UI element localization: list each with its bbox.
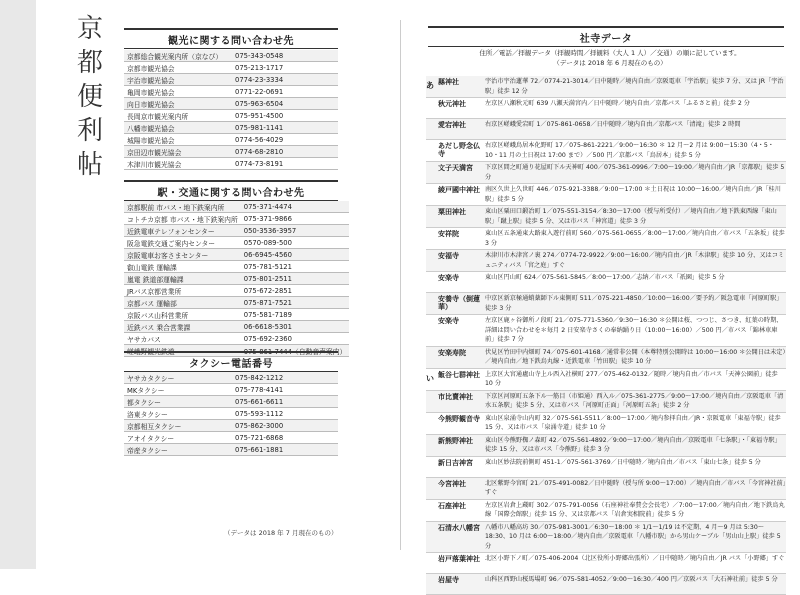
table-row bbox=[124, 321, 349, 333]
index-mark bbox=[426, 140, 438, 161]
temple-details: 上京区大宮通廬山寺上ル西入社横町 277／075-462-0132／随時／境内自由／市バス「天神公園前」徒歩 10 分 bbox=[485, 370, 778, 387]
contact-phone: 0774-68-2810 bbox=[232, 146, 338, 158]
contact-name: 京阪電車お客さまセンター bbox=[124, 249, 241, 261]
contact-name: 帝産タクシー bbox=[124, 444, 232, 456]
index-mark bbox=[426, 435, 438, 456]
index-mark bbox=[426, 391, 438, 412]
contact-name: 京都駅前 市バス・地下鉄案内所 bbox=[124, 201, 241, 213]
index-mark bbox=[426, 574, 438, 594]
temple-details: 山科区西野山桜馬場町 96／075-581-4052／9:00～16:30／400 円／京阪バス「大石神社前」徒歩 5 分 bbox=[485, 576, 778, 583]
contact-phone: 0774-56-4029 bbox=[232, 134, 338, 146]
contact-phone: 06-6618-5301 bbox=[241, 321, 350, 333]
index-mark bbox=[426, 162, 438, 183]
table-row bbox=[124, 432, 338, 444]
table-row bbox=[124, 201, 349, 213]
temple-details: 東山区妙法院前側町 451-1／075-561-3769／日中随時／境内自由／市バス「東山七条」徒歩 5 分 bbox=[485, 458, 761, 466]
temples-intro-line2: （データは 2018 年 6 月現在のもの） bbox=[553, 59, 667, 67]
index-mark bbox=[426, 184, 438, 205]
contact-name: 叡山電鉄 運輸課 bbox=[124, 261, 241, 273]
temple-name: 岩戸落葉神社 bbox=[438, 555, 480, 563]
contact-phone: 06-6945-4560 bbox=[241, 249, 350, 261]
contact-name: MKタクシー bbox=[124, 384, 232, 396]
transport-heading: 駅・交通に関する問い合わせ先 bbox=[124, 180, 338, 201]
list-item bbox=[426, 413, 786, 435]
index-mark bbox=[426, 500, 438, 521]
temple-details: 伏見区竹田中内畑町 74／075-601-4168／通常非公開（本尊特別公開時は 10:00～16:00 ＊公開日は未定）／境内自由／地下鉄烏丸線・近鉄電車「竹田駅」徒歩 10 分 bbox=[485, 348, 786, 365]
temple-details: 東山区粟田口鍛冶町 1／075-551-3154／8:30～17:00（授与所受付）／境内自由／地下鉄東西線「東山駅」「蹴上駅」徒歩 5 分、又は市バス「神宮道」徒歩 3 分 bbox=[485, 208, 777, 225]
contact-phone: 0570-089-500 bbox=[241, 237, 350, 249]
contact-name: 阪急電鉄交通ご案内センター bbox=[124, 237, 241, 249]
list-item bbox=[426, 315, 786, 347]
list-item bbox=[426, 435, 786, 457]
contact-phone: 075-343-0548 bbox=[232, 50, 338, 62]
index-mark bbox=[426, 315, 438, 346]
tourism-heading: 観光に関する問い合わせ先 bbox=[124, 28, 338, 49]
index-mark bbox=[426, 98, 438, 118]
table-row bbox=[124, 249, 349, 261]
temple-details: 右京区嵯峨愛宕町 1／075-861-0658／日中随時／境内自由／京都バス「清滝」徒歩 2 時間 bbox=[485, 121, 741, 128]
index-mark bbox=[426, 553, 438, 573]
list-item bbox=[426, 250, 786, 272]
table-row bbox=[124, 420, 338, 432]
temple-details: 左京区岩倉上蔵町 302／075-791-0056（石座神社奉賛会会長宅）／7:00～17:00／境内自由／地下鉄烏丸線「国際会館駅」徒歩 15 分、又は京都バス「岩倉実相院前」徒歩 5 分 bbox=[485, 501, 785, 518]
temple-details: 東山区五条通東大路東入遊行前町 560／075-561-0655／8:00～17:00／境内自由／市バス「五条坂」徒歩 3 分 bbox=[485, 230, 785, 247]
list-item bbox=[426, 478, 786, 500]
index-mark bbox=[426, 119, 438, 139]
temple-details: 北区紫野今宮町 21／075-491-0082／日中随時（授与所 9:00～17:00）／境内自由／市バス「今宮神社前」すぐ bbox=[485, 479, 786, 496]
index-mark bbox=[426, 272, 438, 292]
index-mark bbox=[426, 250, 438, 271]
temple-name: 石清水八幡宮 bbox=[438, 523, 480, 532]
contact-phone: 075-213-1717 bbox=[232, 62, 338, 74]
temple-name: 安祥院 bbox=[438, 230, 459, 238]
temple-name: 今宮神社 bbox=[438, 479, 466, 488]
contact-name: JRバス京都営業所 bbox=[124, 285, 241, 297]
contact-phone: 075-581-7189 bbox=[241, 309, 350, 321]
index-mark bbox=[426, 293, 438, 314]
list-item bbox=[426, 206, 786, 228]
table-row bbox=[124, 273, 349, 285]
vertical-title bbox=[72, 12, 108, 182]
contact-name: 都タクシー bbox=[124, 396, 232, 408]
contact-phone: 075-661-6611 bbox=[232, 396, 338, 408]
temple-details: 宇治市宇治蓮華 72／0774-21-3014／日中随時／境内自由／京阪電車「宇治駅」徒歩 7 分、又は JR「宇治駅」徒歩 12 分 bbox=[485, 78, 784, 95]
list-item bbox=[426, 293, 786, 315]
list-item bbox=[426, 98, 786, 119]
contact-phone: 075-963-6504 bbox=[232, 98, 338, 110]
contact-name: 京都市観光協会 bbox=[124, 62, 232, 74]
list-item bbox=[426, 500, 786, 522]
contact-phone: 075-862-3000 bbox=[232, 420, 338, 432]
list-item bbox=[426, 140, 786, 162]
contact-phone: 075-692-2360 bbox=[241, 333, 350, 345]
vertical-title-char: 利 bbox=[76, 116, 103, 146]
vertical-title-char: 都 bbox=[76, 48, 103, 78]
contact-name: 京阪バス山科営業所 bbox=[124, 309, 241, 321]
table-row bbox=[124, 50, 338, 62]
page-gutter bbox=[0, 0, 36, 569]
contact-phone: 075-801-2511 bbox=[241, 273, 350, 285]
temple-details: 右京区嵯峨鳥居本化野町 17／075-861-2221／9:00～16:30 ＊ 12 月～2 月は 9:00～15:30（4・5・10・11 月の土日祝は 17:00 まで）／500 円／京都バス「鳥居本」徒歩 5 分 bbox=[485, 142, 774, 159]
temple-name: 安楽寺 bbox=[438, 274, 459, 282]
temple-name: 新熊野神社 bbox=[438, 436, 473, 445]
contact-phone: 050-3536-3957 bbox=[241, 225, 350, 237]
table-row bbox=[124, 213, 349, 225]
table-row bbox=[124, 110, 338, 122]
temples-intro bbox=[440, 48, 780, 68]
index-mark bbox=[426, 206, 438, 227]
list-item bbox=[426, 457, 786, 478]
index-mark bbox=[426, 522, 438, 553]
temple-details: 下京区間之町通り花屋町下ル天神町 400／075-361-0996／7:00～19:00／境内自由／JR「京都駅」徒歩 5 分 bbox=[485, 164, 785, 181]
table-row bbox=[124, 333, 349, 345]
tourism-table bbox=[124, 50, 338, 170]
contact-phone: 0771-22-0691 bbox=[232, 86, 338, 98]
temple-name: 粟田神社 bbox=[438, 208, 466, 216]
contact-phone: 075-661-1881 bbox=[232, 444, 338, 456]
temple-details: 木津川市木津宮ノ裏 274／0774-72-9922／9:00～16:00／境内自由／JR「木津駅」徒歩 10 分、又はコミュニティバス「宮之庭」すぐ bbox=[485, 252, 785, 269]
contact-phone: 075-842-1212 bbox=[232, 372, 338, 384]
list-item bbox=[426, 76, 786, 98]
list-item bbox=[426, 228, 786, 250]
temple-details: 中京区新京極通蛸薬師下ル東側町 511／075-221-4850／10:00～16:00／要予約／阪急電車「河原町駅」徒歩 3 分 bbox=[485, 295, 783, 312]
table-row bbox=[124, 384, 338, 396]
temple-name: 安福寺 bbox=[438, 252, 459, 260]
temple-details: 下京区河原町五条下ル一筋目（市姫通）西入ル／075-361-2775／9:00～17:00／境内自由／京阪電車「清水五条駅」徒歩 5 分、又は市バス「河原町正面」「河原町五条」徒歩 2 分 bbox=[485, 392, 784, 409]
contact-name: ヤサカバス bbox=[124, 333, 241, 345]
contact-name: 京都相互タクシー bbox=[124, 420, 232, 432]
temple-details: 東山区今熊野椥ノ森町 42／075-561-4892／9:00～17:00／境内自由／京阪電車「七条駅」・「東福寺駅」徒歩 15 分、又は市バス「今熊野」徒歩 3 分 bbox=[485, 436, 781, 453]
page-divider bbox=[400, 20, 401, 550]
index-mark bbox=[426, 347, 438, 368]
temple-details: 南区久世上久世町 446／075-921-3388／9:00～17:00 ＊土日祝は 10:00～16:00／境内自由／JR「桂川駅」徒歩 5 分 bbox=[485, 186, 781, 203]
contact-name: 宇治市観光協会 bbox=[124, 74, 232, 86]
contact-name: 嵐電 鉄道部運輸課 bbox=[124, 273, 241, 285]
temple-name: 飯谷七群神社 bbox=[438, 370, 480, 379]
contact-name: 京都バス 運輸部 bbox=[124, 297, 241, 309]
contact-phone: 075-981-1141 bbox=[232, 122, 338, 134]
temple-name: 新日吉神宮 bbox=[438, 458, 473, 467]
temples-intro-line1: 住所／電話／拝観データ（拝観時間／拝観料（大人 1 人）／交通）の順に記しています。 bbox=[479, 49, 741, 57]
table-row bbox=[124, 237, 349, 249]
vertical-title-char: 京 bbox=[76, 14, 103, 44]
index-mark bbox=[426, 478, 438, 499]
contact-name: 向日市観光協会 bbox=[124, 98, 232, 110]
table-row bbox=[124, 297, 349, 309]
contact-name: 京田辺市観光協会 bbox=[124, 146, 232, 158]
vertical-title-char: 帖 bbox=[76, 150, 103, 180]
index-mark: あ bbox=[426, 81, 434, 90]
contact-name: 八幡市観光協会 bbox=[124, 122, 232, 134]
list-item bbox=[426, 162, 786, 184]
contact-phone: 075-371-4474 bbox=[241, 201, 350, 213]
contact-phone: 075-861-7444（自動音声案内） bbox=[241, 345, 350, 357]
table-row bbox=[124, 146, 338, 158]
temple-details: 東山区円山町 624／075-561-5845／8:00～17:00／志納／市バス「祇園」徒歩 5 分 bbox=[485, 274, 725, 281]
taxi-heading: タクシー電話番号 bbox=[124, 351, 338, 372]
temples-list bbox=[426, 76, 786, 595]
list-item bbox=[426, 184, 786, 206]
index-mark bbox=[426, 413, 438, 434]
temple-name: 文子天満宮 bbox=[438, 164, 473, 172]
taxi-table bbox=[124, 372, 338, 456]
contact-name: 城陽市観光協会 bbox=[124, 134, 232, 146]
index-mark bbox=[426, 228, 438, 249]
contact-name: 木津川市観光協会 bbox=[124, 158, 232, 170]
temple-name: 安楽寺 bbox=[438, 317, 459, 325]
temple-details: 東山区泉涌寺山内町 32／075-561-5511／8:00～17:00／境内参拝自由／JR・京阪電車「東福寺駅」徒歩 15 分、又は市バス「泉涌寺道」徒歩 10 分 bbox=[485, 414, 781, 431]
contact-phone: 075-781-5121 bbox=[241, 261, 350, 273]
temple-name: 縣神社 bbox=[438, 78, 459, 86]
temple-details: 北区小野下ノ町／075-406-2004（北区役所小野郷出張所）／日中随時／境内自由／JR バス「小野郷」すぐ bbox=[485, 555, 785, 562]
index-mark bbox=[426, 457, 438, 477]
contact-name: ヤサカタクシー bbox=[124, 372, 232, 384]
table-row bbox=[124, 122, 338, 134]
temple-name: あだし野念仏寺 bbox=[438, 142, 480, 158]
temple-details: 八幡市八幡高坊 30／075-981-3001／6:30～18:00 ＊ 1/1～1/19 は不定期、4 月～9 月は 5:30～18:30、10 月は 6:00～18:00／境内自由／京阪電車「八幡市駅」から男山ケーブル「男山山上駅」徒歩 5 分 bbox=[485, 523, 781, 550]
list-item bbox=[426, 553, 786, 574]
contact-name: 亀岡市観光協会 bbox=[124, 86, 232, 98]
contact-name: 洛東タクシー bbox=[124, 408, 232, 420]
table-row bbox=[124, 98, 338, 110]
contact-name: 京都総合観光案内所（京なび） bbox=[124, 50, 232, 62]
contact-name: アオイタクシー bbox=[124, 432, 232, 444]
temple-details: 左京区鹿ヶ谷御所ノ段町 21／075-771-5360／9:30～16:30 ＊公開は桜、つつじ、さつき、紅葉の時期、詳細は問い合わせを＊毎月 2 日安楽寺さくの奉納踊り日（10:00～16:00）／500 円／市バス「錦林車庫前」徒歩 7 分 bbox=[485, 317, 783, 343]
table-row bbox=[124, 158, 338, 170]
table-row bbox=[124, 285, 349, 297]
table-row bbox=[124, 74, 338, 86]
contact-phone: 0774-73-8191 bbox=[232, 158, 338, 170]
temple-name: 石座神社 bbox=[438, 501, 466, 510]
list-item bbox=[426, 391, 786, 413]
temple-name: 市比賣神社 bbox=[438, 392, 473, 401]
table-row bbox=[124, 396, 338, 408]
contact-phone: 075-593-1112 bbox=[232, 408, 338, 420]
list-item bbox=[426, 574, 786, 595]
temple-name: 安楽寿院 bbox=[438, 348, 466, 357]
temple-name: 綾戸國中神社 bbox=[438, 186, 480, 194]
contact-name: 近鉄バス 乗合営業課 bbox=[124, 321, 241, 333]
temple-name: 秋元神社 bbox=[438, 100, 466, 108]
contact-phone: 075-721-6868 bbox=[232, 432, 338, 444]
contact-name: 近鉄電車テレフォンセンター bbox=[124, 225, 241, 237]
contact-phone: 075-672-2851 bbox=[241, 285, 350, 297]
list-item bbox=[426, 347, 786, 369]
transport-table bbox=[124, 201, 349, 357]
temple-details: 左京区八瀬秋元町 639 八瀬天満宮内／日中随時／境内自由／京都バス「ふるさと前」徒歩 2 分 bbox=[485, 100, 750, 107]
temples-heading: 社寺データ bbox=[428, 26, 784, 47]
contact-phone: 075-951-4500 bbox=[232, 110, 338, 122]
contact-phone: 075-371-9866 bbox=[241, 213, 350, 225]
index-mark: い bbox=[426, 373, 434, 383]
table-row bbox=[124, 408, 338, 420]
table-row bbox=[124, 444, 338, 456]
contact-name: 嵯峨野観光鉄道 bbox=[124, 345, 241, 357]
vertical-title-char: 便 bbox=[76, 82, 103, 112]
table-row bbox=[124, 134, 338, 146]
temple-name: 安養寺（倒蓮華） bbox=[438, 295, 480, 311]
contact-name: コトチカ京都 市バス・地下鉄案内所 bbox=[124, 213, 241, 225]
list-item bbox=[426, 522, 786, 554]
table-row bbox=[124, 62, 338, 74]
contact-phone: 075-871-7521 bbox=[241, 297, 350, 309]
table-row bbox=[124, 261, 349, 273]
table-row bbox=[124, 309, 349, 321]
table-row bbox=[124, 372, 338, 384]
temple-name: 愛宕神社 bbox=[438, 121, 466, 129]
list-item bbox=[426, 272, 786, 293]
temple-name: 岩屋寺 bbox=[438, 576, 459, 584]
contact-phone: 075-778-4141 bbox=[232, 384, 338, 396]
contact-phone: 0774-23-3334 bbox=[232, 74, 338, 86]
table-row bbox=[124, 225, 349, 237]
list-item bbox=[426, 119, 786, 140]
list-item bbox=[426, 369, 786, 391]
contact-name: 長岡京市観光案内所 bbox=[124, 110, 232, 122]
left-data-note: （データは 2018 年 7 月現在のもの） bbox=[224, 529, 338, 537]
table-row bbox=[124, 86, 338, 98]
temple-name: 今熊野観音寺 bbox=[438, 414, 480, 423]
